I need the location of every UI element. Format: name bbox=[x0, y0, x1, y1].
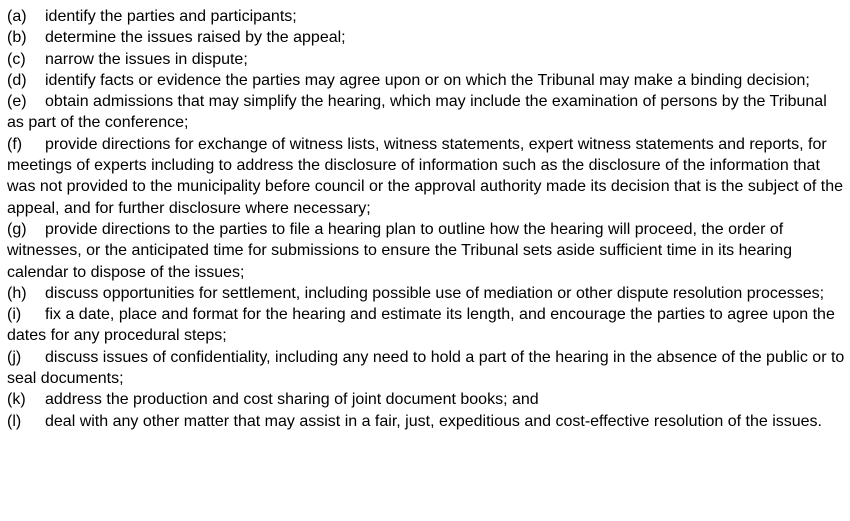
item-marker: (l) bbox=[7, 412, 22, 430]
item-text: obtain admissions that may simplify the hearing, which may include the examination of persons by the Tribunal as part of the conference; bbox=[7, 93, 827, 132]
item-text: discuss opportunities for settlement, including possible use of mediation or other dispute resolution processes; bbox=[45, 284, 825, 302]
item-marker: (h) bbox=[7, 284, 27, 302]
list-item-b bbox=[7, 27, 845, 48]
list-item-c bbox=[7, 49, 845, 70]
list-item-i bbox=[7, 304, 845, 347]
conference-purposes-list bbox=[7, 6, 845, 432]
list-item-d bbox=[7, 70, 845, 91]
list-item-a bbox=[7, 6, 845, 27]
item-marker: (d) bbox=[7, 71, 27, 89]
item-text: identify the parties and participants; bbox=[45, 8, 297, 25]
item-marker: (j) bbox=[7, 348, 22, 366]
list-item-e bbox=[7, 91, 845, 134]
item-marker: (b) bbox=[7, 29, 27, 47]
list-item-h bbox=[7, 283, 845, 304]
item-text: discuss issues of confidentiality, including any need to hold a part of the hearing in the absence of the public or to seal documents; bbox=[7, 348, 845, 388]
item-text: address the production and cost sharing of joint document books; and bbox=[45, 391, 539, 409]
item-marker: (g) bbox=[7, 220, 27, 238]
item-text: identify facts or evidence the parties may agree upon or on which the Tribunal may make a binding decision; bbox=[45, 71, 810, 89]
list-item-j bbox=[7, 347, 845, 390]
item-marker: (i) bbox=[7, 306, 22, 324]
item-text: provide directions for exchange of witness lists, witness statements, expert witness statements and reports, for meetings of experts including to address the disclosure of information such as the disclosure of the information that was not provided to the municipality before council or the approval authority made its decision that is the subject of the appeal, and for further disclosure where necessary; bbox=[7, 135, 844, 217]
item-text: narrow the issues in dispute; bbox=[45, 50, 248, 68]
list-item-g bbox=[7, 219, 845, 283]
list-item-k bbox=[7, 389, 845, 410]
item-text: fix a date, place and format for the hearing and estimate its length, and encourage the parties to agree upon the dates for any procedural steps; bbox=[7, 306, 835, 345]
item-marker: (k) bbox=[7, 391, 26, 409]
item-text: deal with any other matter that may assist in a fair, just, expeditious and cost-effective resolution of the issues. bbox=[45, 412, 822, 430]
item-marker: (a) bbox=[7, 8, 27, 25]
item-marker: (f) bbox=[7, 135, 23, 153]
item-text: provide directions to the parties to file a hearing plan to outline how the hearing will proceed, the order of witnesses, or the anticipated time for submissions to ensure the Tribunal sets aside sufficient time in its hearing calendar to dispose of the issues; bbox=[7, 220, 792, 281]
list-item-f bbox=[7, 134, 845, 219]
item-marker: (e) bbox=[7, 93, 27, 111]
item-marker: (c) bbox=[7, 50, 26, 68]
item-text: determine the issues raised by the appeal; bbox=[45, 29, 346, 47]
list-item-l bbox=[7, 411, 845, 432]
